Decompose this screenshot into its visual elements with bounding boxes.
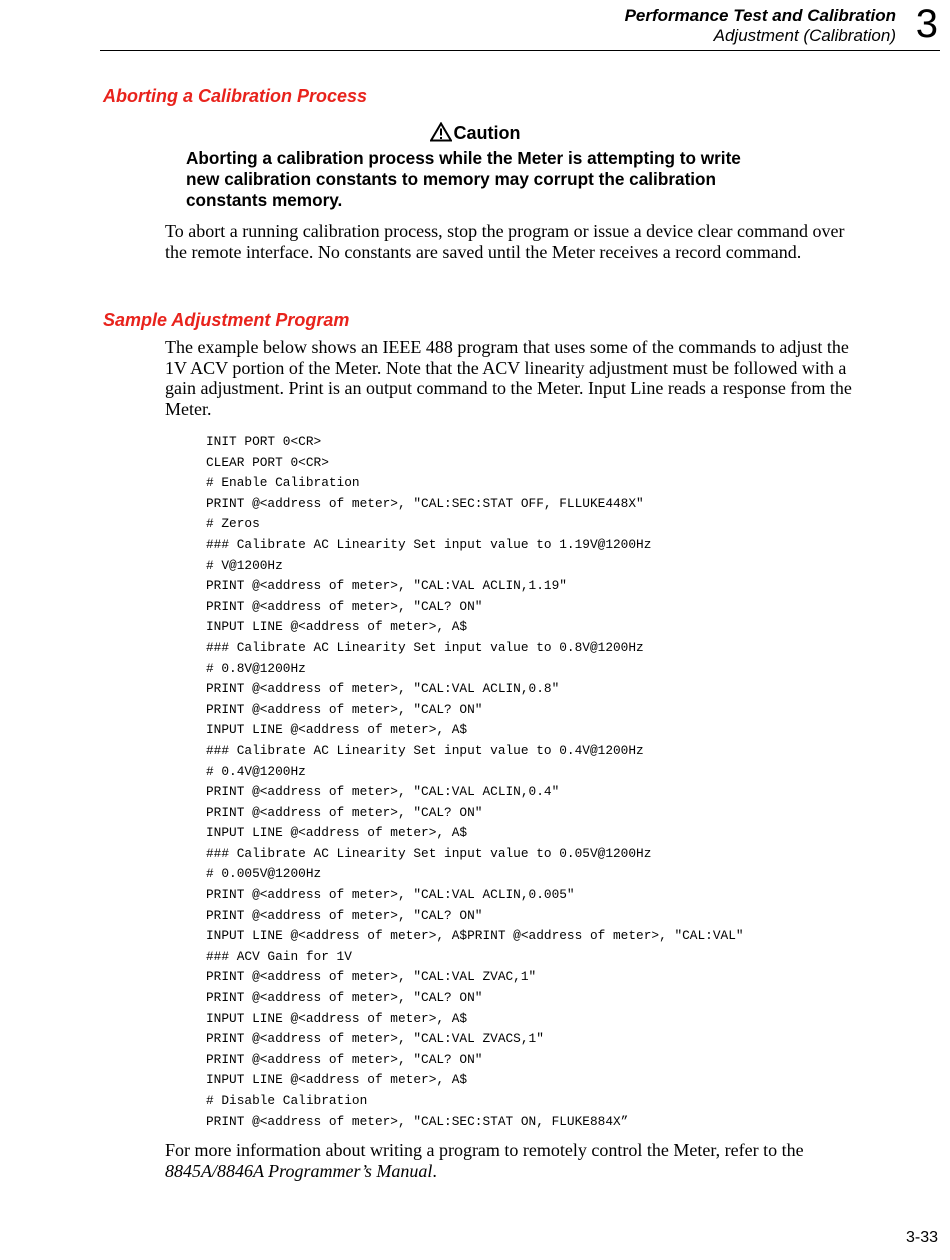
- chapter-number: 3: [915, 2, 938, 46]
- programmers-manual-title: 8845A/8846A Programmer’s Manual: [165, 1160, 433, 1181]
- page-header: [100, 4, 940, 51]
- code-line: PRINT @<address of meter>, "CAL:VAL ACLIN,0.8": [206, 681, 560, 697]
- caution-title: [0, 122, 950, 144]
- page-number: 3-33: [905, 1229, 938, 1246]
- code-line: PRINT @<address of meter>, "CAL:VAL ZVAC,1": [206, 969, 537, 985]
- code-line: ### Calibrate AC Linearity Set input value to 1.19V@1200Hz: [206, 536, 652, 552]
- code-line: PRINT @<address of meter>, "CAL:VAL ACLIN,0.4": [206, 784, 560, 800]
- caution-text: Aborting a calibration process while the Meter is attempting to write new calibration constants to memory may corrupt the calibration constants memory.: [186, 148, 741, 210]
- code-line: # V@1200Hz: [206, 557, 283, 573]
- code-line: ### ACV Gain for 1V: [206, 948, 352, 964]
- code-line: INPUT LINE @<address of meter>, A$: [206, 722, 468, 738]
- code-line: # 0.8V@1200Hz: [206, 660, 306, 676]
- code-line: PRINT @<address of meter>, "CAL? ON": [206, 804, 483, 820]
- code-line: PRINT @<address of meter>, "CAL? ON": [206, 598, 483, 614]
- code-line: PRINT @<address of meter>, "CAL:SEC:STAT OFF, FLLUKE448X": [206, 495, 644, 511]
- section-heading-sample-program: Sample Adjustment Program: [103, 310, 350, 330]
- code-line: INIT PORT 0<CR>: [206, 434, 322, 449]
- outro-end: .: [432, 1160, 437, 1181]
- code-line: # 0.005V@1200Hz: [206, 866, 322, 882]
- code-line: PRINT @<address of meter>, "CAL:VAL ZVACS,1": [206, 1031, 544, 1047]
- sample-intro-paragraph: The example below shows an IEEE 488 program that uses some of the commands to adjust the 1V ACV portion of the Meter. Note that the ACV linearity adjustment must be followed with a gain adjustment. Print is an output command to the Meter. Input Line reads a response from the Meter.: [165, 337, 852, 419]
- abort-paragraph: To abort a running calibration process, stop the program or issue a device clear command over the remote interface. No constants are saved until the Meter receives a record command.: [165, 221, 845, 262]
- code-line: PRINT @<address of meter>, "CAL:SEC:STAT ON, FLUKE884X”: [206, 1113, 629, 1129]
- outro-paragraph: [165, 1140, 855, 1181]
- code-line: # Disable Calibration: [206, 1093, 368, 1108]
- code-line: # Zeros: [206, 516, 260, 532]
- header-text: [625, 6, 896, 46]
- code-line: INPUT LINE @<address of meter>, A$: [206, 825, 468, 841]
- header-subtitle: Adjustment (Calibration): [713, 26, 896, 45]
- caution-label: Caution: [453, 123, 521, 143]
- warning-triangle-icon: [430, 122, 452, 142]
- code-line: INPUT LINE @<address of meter>, A$: [206, 1010, 468, 1026]
- code-listing: [206, 432, 906, 1132]
- code-line: PRINT @<address of meter>, "CAL? ON": [206, 907, 483, 923]
- code-line: INPUT LINE @<address of meter>, A$: [206, 1072, 468, 1088]
- code-line: PRINT @<address of meter>, "CAL:VAL ACLIN,1.19": [206, 578, 567, 594]
- code-line: CLEAR PORT 0<CR>: [206, 454, 329, 470]
- code-line: PRINT @<address of meter>, "CAL? ON": [206, 990, 483, 1006]
- code-line: PRINT @<address of meter>, "CAL? ON": [206, 701, 483, 717]
- outro-text: For more information about writing a program to remotely control the Meter, refer to the: [165, 1140, 804, 1160]
- code-line: # 0.4V@1200Hz: [206, 763, 306, 779]
- header-title: Performance Test and Calibration: [624, 6, 896, 25]
- code-line: ### Calibrate AC Linearity Set input value to 0.8V@1200Hz: [206, 639, 644, 655]
- code-line: ### Calibrate AC Linearity Set input value to 0.4V@1200Hz: [206, 742, 644, 758]
- code-line: PRINT @<address of meter>, "CAL:VAL ACLIN,0.005": [206, 887, 575, 903]
- code-line: PRINT @<address of meter>, "CAL? ON": [206, 1051, 483, 1067]
- code-line: ### Calibrate AC Linearity Set input value to 0.05V@1200Hz: [206, 845, 652, 861]
- code-line: # Enable Calibration: [206, 475, 360, 491]
- code-line: INPUT LINE @<address of meter>, A$: [206, 619, 468, 635]
- code-line: INPUT LINE @<address of meter>, A$PRINT @<address of meter>, "CAL:VAL": [206, 928, 744, 944]
- section-heading-aborting: Aborting a Calibration Process: [103, 86, 368, 106]
